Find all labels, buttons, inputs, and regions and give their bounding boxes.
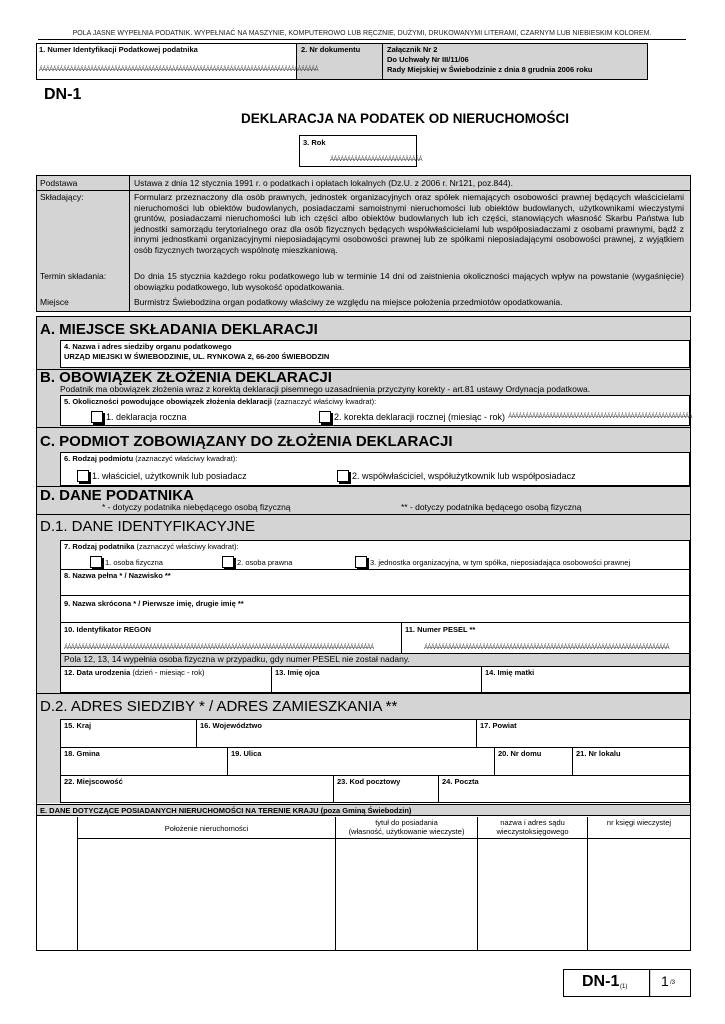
section-e-title: E. DANE DOTYCZĄCE POSIADANYCH NIERUCHOMOŚCI NA TERENIE KRAJU (poza Gminą Świebodzin) <box>40 806 412 815</box>
field-5-label: 5. Okoliczności powodujące obowiązek złożenia deklaracji <box>64 397 272 406</box>
pesel-label: 11. Numer PESEL ** <box>405 625 476 634</box>
co-owner-label: 2. współwłaściciel, współużytkownik lub współposiadacz <box>352 471 576 481</box>
mother-name-field[interactable] <box>482 667 689 692</box>
regon-field[interactable] <box>61 623 401 653</box>
field-5-hint: (zaznaczyć właściwy kwadrat): <box>274 397 377 406</box>
legal-person-label: 2. osoba prawna <box>237 557 293 567</box>
section-d1-title: D.1. DANE IDENTYFIKACYJNE <box>40 518 256 535</box>
municipality-label[interactable]: 18. Gmina <box>64 749 100 758</box>
pesel-field[interactable] <box>402 623 689 653</box>
city-label[interactable]: 22. Miejscowość <box>64 777 123 786</box>
owner-checkbox[interactable] <box>77 470 89 482</box>
nip-fill: ÁÁÁÁÁÁÁÁÁÁÁÁÁÁÁÁÁÁÁÁÁÁÁÁÁÁÁÁÁÁÁÁÁÁÁÁÁÁÁÁÁÁÁÁÁÁÁÁÁÁÁÁÁÁÁÁÁÁÁÁÁÁÁÁÁÁÁÁÁÁÁÁÁÁÁÁÁÁÁÁÁÁ <box>39 67 318 73</box>
annual-declaration-checkbox[interactable] <box>91 411 103 423</box>
field-4-label: 4. Nazwa i adres siedziby organu podatkowego <box>64 342 232 351</box>
section-d2-title: D.2. ADRES SIEDZIBY * / ADRES ZAMIESZKANIA ** <box>40 698 398 715</box>
form-code: DN-1 <box>44 86 82 103</box>
col-court-line1: nazwa i adres sądu <box>500 818 565 827</box>
natural-person-label: 1. osoba fizyczna <box>105 557 163 567</box>
footer-code-cell <box>564 970 650 996</box>
mother-name-label: 14. Imię matki <box>485 668 535 677</box>
col-court-line2: wieczystoksięgowego <box>496 827 569 836</box>
postal-code-label[interactable]: 23. Kod pocztowy <box>337 777 401 786</box>
county-label[interactable]: 17. Powiat <box>480 721 517 730</box>
nip-label: 1. Numer Identyfikacji Podatkowej podatnika <box>39 45 198 54</box>
birth-date-hint: (dzień - miesiąc - rok) <box>132 668 205 677</box>
col-title-line2: (własność, użytkowanie wieczyste) <box>348 827 465 836</box>
page-number: 1 <box>661 973 669 989</box>
correction-checkbox[interactable] <box>319 411 331 423</box>
col-court <box>478 818 587 836</box>
footer-code-sub: (1) <box>620 984 628 990</box>
organization-unit-checkbox[interactable] <box>355 556 367 568</box>
field-7-hint: (zaznaczyć właściwy kwadrat): <box>136 542 239 551</box>
regon-fill: ÁÁÁÁÁÁÁÁÁÁÁÁÁÁÁÁÁÁÁÁÁÁÁÁÁÁÁÁÁÁÁÁÁÁÁÁÁÁÁÁÁÁÁÁÁÁÁÁÁÁÁÁÁÁÁÁÁÁÁÁÁÁÁÁÁÁÁÁÁÁÁÁÁÁÁÁÁÁÁÁÁÁÁÁÁÁÁÁÁÁÁ <box>64 645 374 651</box>
filer-text: Formularz przeznaczony dla osób prawnych, jednostek organizacyjnych oraz spółek niemających osobowości prawnej będących właścicielami nieruchomości lub obiektów budowlanych, posiadaczami samoistnymi nieruchomości lub obiektów budowlanych, użytkownikami wieczystymi gruntów, posiadaczami nieruchomości lub ich części albo obiektów budowlanych lub ich części, stanowiących własność Skarbu Państwa lub jednostki samorządu terytorialnego oraz dla osób fizycznych będących współwłaścicielami lub współposiadaczami z osobami prawnymi, bądź z innymi jednostkami organizacyjnymi nieposiadającymi osobowości prawnej lub ze spółkami nieposiadającymi osobowości prawnej, z wyjątkiem osób fizycznych tworzących wspólnotę mieszkaniową. <box>134 192 684 255</box>
attachment-line-2: Do Uchwały Nr III/11/06 <box>387 55 469 64</box>
year-field[interactable] <box>299 135 422 167</box>
section-d-note-right: ** - dotyczy podatnika będącego osobą fizyczną <box>401 502 582 512</box>
year-fill: ÁÁÁÁÁÁÁÁÁÁÁÁÁÁÁÁÁÁÁÁÁÁÁÁÁÁÁ <box>330 157 422 163</box>
field-4 <box>60 340 690 368</box>
col-title-line1: tytuł do posiadania <box>375 818 438 827</box>
organization-unit-label: 3. jednostka organizacyjna, w tym spółka, nieposiadająca osobowości prawnej <box>370 557 631 567</box>
full-name-field[interactable] <box>61 570 689 595</box>
full-name-label: 8. Nazwa pełna * / Nazwisko ** <box>64 571 171 580</box>
address-fields <box>60 719 690 803</box>
section-d-note-left: * - dotyczy podatnika niebędącego osobą fizyczną <box>102 502 291 512</box>
province-label[interactable]: 16. Województwo <box>200 721 262 730</box>
natural-person-checkbox[interactable] <box>90 556 102 568</box>
annual-declaration-label: 1. deklaracja roczna <box>106 412 187 422</box>
short-name-label: 9. Nazwa skrócona * / Pierwsze imię, drugie imię ** <box>64 599 244 608</box>
field-6-label: 6. Rodzaj podmiotu <box>64 454 134 463</box>
basis-label: Podstawa <box>40 178 78 188</box>
year-label: 3. Rok <box>303 138 326 147</box>
regon-label: 10. Identyfikator REGON <box>64 625 152 634</box>
property-table <box>37 817 690 950</box>
filer-label: Składający: <box>40 192 84 202</box>
col-land-register: nr księgi wieczystej <box>606 818 672 827</box>
top-instruction: POLA JASNE WYPEŁNIA PODATNIK. WYPEŁNIAĆ NA MASZYNIE, KOMPUTEROWO LUB RĘCZNIE, DUŻYMI, DRUKOWANYMI LITERAMI, CZARNYM LUB NIEBIESKIM KOLOREM. <box>38 28 686 40</box>
house-number-label[interactable]: 20. Nr domu <box>498 749 542 758</box>
col-location: Położenie nieruchomości <box>164 824 249 833</box>
attachment-line-1: Załącznik Nr 2 <box>387 45 438 54</box>
owner-label: 1. właściciel, użytkownik lub posiadacz <box>92 471 247 481</box>
deadline-text: Do dnia 15 stycznia każdego roku podatkowego lub w terminie 14 dni od zaistnienia okoliczności mających wpływ na powstanie (wygaśnięcie) obowiązku podatkowego, lub wysokość opodatkowania. <box>134 271 684 292</box>
birth-date-field[interactable] <box>61 667 271 692</box>
co-owner-checkbox[interactable] <box>337 470 349 482</box>
form-title: DEKLARACJA NA PODATEK OD NIERUCHOMOŚCI <box>240 111 569 126</box>
field-4-value: URZĄD MIEJSKI W ŚWIEBODZINIE, UL. RYNKOWA 2, 66-200 ŚWIEBODZIN <box>64 352 330 361</box>
section-d-title: D. DANE PODATNIKA <box>40 487 194 504</box>
father-name-label: 13. Imię ojca <box>275 668 320 677</box>
section-b-title: B. OBOWIĄZEK ZŁOŻENIA DEKLARACJI <box>40 369 332 386</box>
col-title <box>336 818 477 836</box>
doc-number-field <box>297 44 383 79</box>
field-7-label: 7. Rodzaj podatnika <box>64 542 135 551</box>
father-name-field[interactable] <box>272 667 480 692</box>
place-text: Burmistrz Świebodzina organ podatkowy właściwy ze względu na miejsce położenia przedmiotów opodatkowania. <box>134 297 563 307</box>
doc-number-label: 2. Nr dokumentu <box>301 45 361 54</box>
legal-person-checkbox[interactable] <box>222 556 234 568</box>
pesel-fill: ÁÁÁÁÁÁÁÁÁÁÁÁÁÁÁÁÁÁÁÁÁÁÁÁÁÁÁÁÁÁÁÁÁÁÁÁÁÁÁÁÁÁÁÁÁÁÁÁÁÁÁÁÁÁÁÁÁÁÁÁÁÁÁÁÁÁÁÁÁÁÁÁ <box>424 645 669 651</box>
page-total: /3 <box>670 980 676 986</box>
field-6-hint: (zaznaczyć właściwy kwadrat): <box>135 454 238 463</box>
post-office-label[interactable]: 24. Poczta <box>442 777 479 786</box>
section-a-title: A. MIEJSCE SKŁADANIA DEKLARACJI <box>40 321 318 338</box>
correction-date-fill[interactable]: ÁÁÁÁÁÁÁÁÁÁÁÁÁÁÁÁÁÁÁÁÁÁÁÁÁÁÁÁÁÁÁÁÁÁÁÁÁÁÁÁÁÁÁÁÁÁÁÁÁÁÁÁÁÁ <box>508 414 692 420</box>
country-label[interactable]: 15. Kraj <box>64 721 92 730</box>
deadline-label: Termin składania: <box>40 271 107 281</box>
footer-code: DN-1 <box>582 973 620 990</box>
section-c-title: C. PODMIOT ZOBOWIĄZANY DO ZŁOŻENIA DEKLARACJI <box>40 433 453 450</box>
nip-field[interactable] <box>37 44 318 79</box>
attachment-info <box>385 44 645 79</box>
section-b-note: Podatnik ma obowiązek złożenia wraz z korektą deklaracji pisemnego uzasadnienia przyczyny korekty - art.81 ustawy Ordynacja podatkowa. <box>60 384 591 394</box>
birth-date-label: 12. Data urodzenia <box>64 668 131 677</box>
apartment-number-label[interactable]: 21. Nr lokalu <box>576 749 621 758</box>
field-6 <box>60 452 690 486</box>
attachment-line-3: Rady Miejskiej w Świebodzinie z dnia 8 grudnia 2006 roku <box>387 65 593 74</box>
short-name-field[interactable] <box>61 596 689 622</box>
page-number-cell <box>651 970 690 996</box>
street-label[interactable]: 19. Ulica <box>231 749 262 758</box>
basis-text: Ustawa z dnia 12 stycznia 1991 r. o podatkach i opłatach lokalnych (Dz.U. z 2006 r. Nr121, poz.844). <box>134 178 513 188</box>
field-5 <box>60 395 690 426</box>
pesel-note: Pola 12, 13, 14 wypełnia osoba fizyczna w przypadku, gdy numer PESEL nie został nadany. <box>64 654 410 664</box>
place-label: Miejsce <box>40 297 69 307</box>
correction-label: 2. korekta deklaracji rocznej (miesiąc - rok) <box>334 412 506 422</box>
